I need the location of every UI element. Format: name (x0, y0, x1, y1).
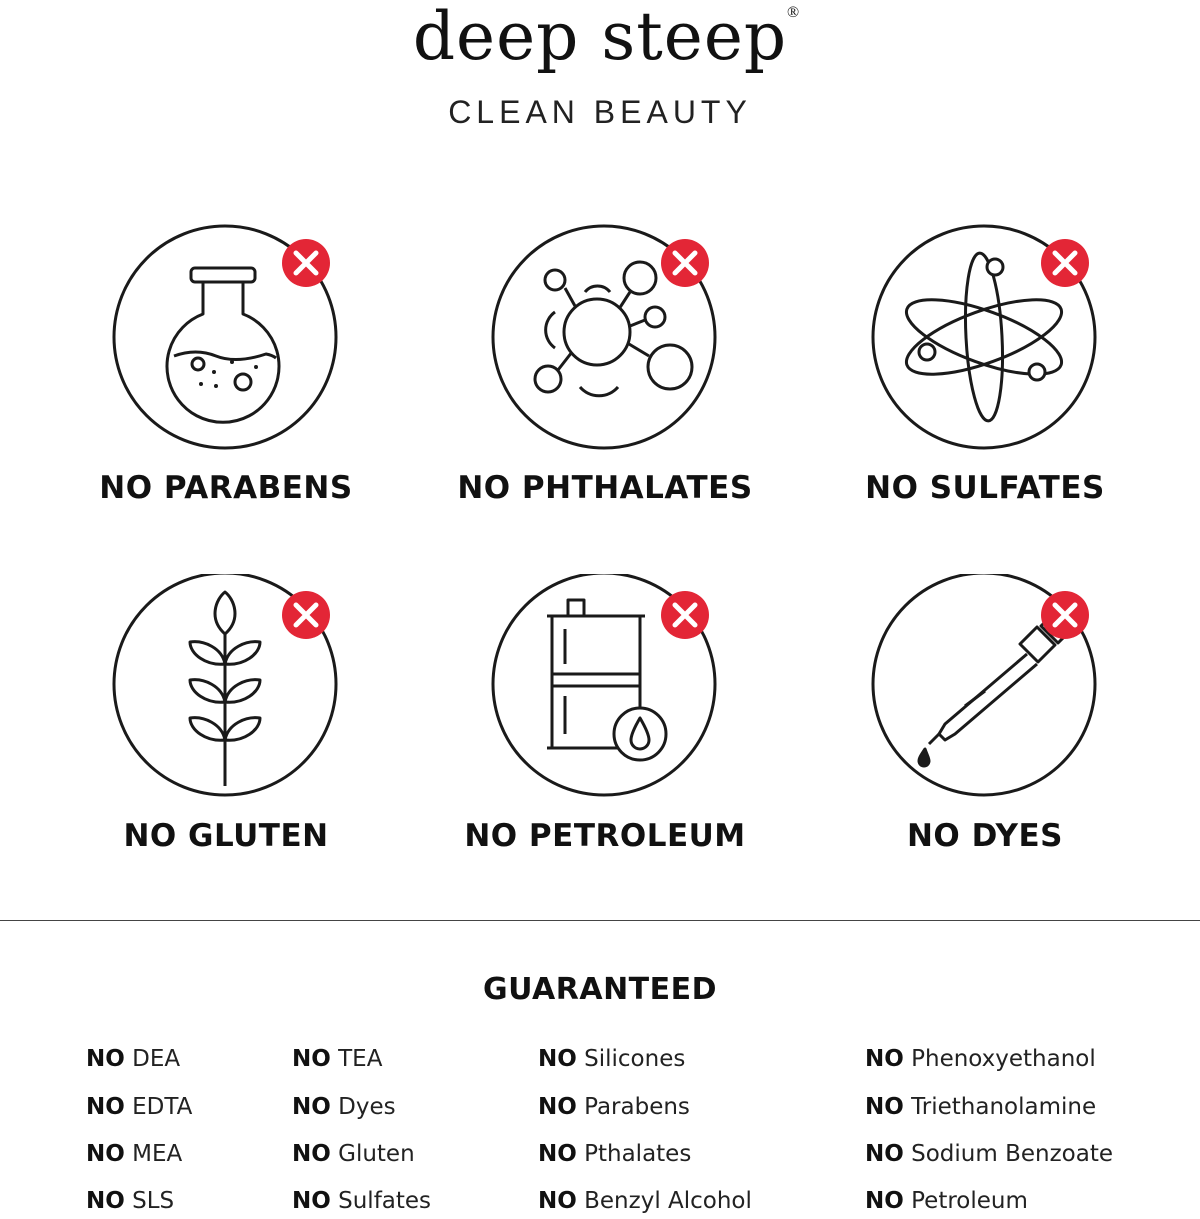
no-prefix: NO (538, 1046, 577, 1072)
molecule-icon (435, 222, 775, 462)
registered-mark: ® (787, 4, 800, 21)
badge-label: NO PETROLEUM (464, 818, 746, 854)
no-prefix: NO (865, 1046, 904, 1072)
oil-barrel-icon (435, 574, 775, 814)
guaranteed-item (86, 1094, 192, 1120)
guaranteed-item (292, 1046, 382, 1072)
section-divider (0, 920, 1200, 921)
no-prefix: NO (865, 1094, 904, 1120)
no-prefix: NO (86, 1094, 125, 1120)
x-badge-icon (1041, 239, 1089, 287)
guaranteed-item (292, 1188, 431, 1214)
guaranteed-title: GUARANTEED (482, 972, 718, 1007)
ingredient-name: Phenoxyethanol (903, 1046, 1096, 1072)
guaranteed-item (86, 1046, 180, 1072)
badge-label: NO SULFATES (865, 470, 1105, 506)
brand-tagline: CLEAN BEAUTY (448, 94, 752, 130)
ingredient-name: DEA (124, 1046, 181, 1072)
ingredient-name: Benzyl Alcohol (576, 1188, 752, 1214)
ingredient-name: Dyes (330, 1094, 396, 1120)
no-prefix: NO (292, 1094, 331, 1120)
no-prefix: NO (538, 1094, 577, 1120)
x-badge-icon (1041, 591, 1089, 639)
guaranteed-item (86, 1188, 174, 1214)
badge-no-phthalates (435, 222, 775, 522)
flask-icon (56, 222, 396, 462)
badge-label: NO PARABENS (99, 470, 353, 506)
ingredient-name: Petroleum (903, 1188, 1028, 1214)
wheat-icon (56, 574, 396, 814)
ingredient-name: Silicones (576, 1046, 686, 1072)
brand-logo-name: deep steep (412, 0, 788, 75)
guaranteed-item (538, 1141, 691, 1167)
no-prefix: NO (292, 1141, 331, 1167)
badge-label: NO GLUTEN (123, 818, 329, 854)
no-prefix: NO (538, 1141, 577, 1167)
x-badge-icon (282, 591, 330, 639)
ingredient-name: EDTA (124, 1094, 193, 1120)
no-prefix: NO (86, 1141, 125, 1167)
guaranteed-item (865, 1188, 1028, 1214)
guaranteed-item (292, 1141, 415, 1167)
ingredient-name: TEA (330, 1046, 383, 1072)
ingredient-name: Parabens (576, 1094, 690, 1120)
no-prefix: NO (292, 1046, 331, 1072)
guaranteed-item (865, 1046, 1096, 1072)
badge-no-parabens (56, 222, 396, 522)
dropper-icon (815, 574, 1155, 814)
no-prefix: NO (865, 1188, 904, 1214)
guaranteed-item (538, 1094, 690, 1120)
badge-no-dyes (815, 574, 1155, 874)
ingredient-name: SLS (124, 1188, 175, 1214)
guaranteed-item (538, 1188, 752, 1214)
brand-header (0, 0, 1200, 140)
guaranteed-item (538, 1046, 685, 1072)
no-prefix: NO (86, 1188, 125, 1214)
ingredient-name: Sulfates (330, 1188, 432, 1214)
ingredient-name: Gluten (330, 1141, 415, 1167)
x-badge-icon (661, 591, 709, 639)
ingredient-name: Sodium Benzoate (903, 1141, 1113, 1167)
badge-no-petroleum (435, 574, 775, 874)
x-badge-icon (282, 239, 330, 287)
badge-label: NO PHTHALATES (457, 470, 753, 506)
no-prefix: NO (86, 1046, 125, 1072)
atom-icon (815, 222, 1155, 462)
no-prefix: NO (538, 1188, 577, 1214)
guaranteed-item (86, 1141, 182, 1167)
no-prefix: NO (865, 1141, 904, 1167)
guaranteed-item (292, 1094, 396, 1120)
no-prefix: NO (292, 1188, 331, 1214)
guaranteed-item (865, 1094, 1096, 1120)
badge-no-gluten (56, 574, 396, 874)
guaranteed-item (865, 1141, 1113, 1167)
badge-label: NO DYES (906, 818, 1064, 854)
badge-no-sulfates (815, 222, 1155, 522)
ingredient-name: Pthalates (576, 1141, 692, 1167)
x-badge-icon (661, 239, 709, 287)
ingredient-name: MEA (124, 1141, 183, 1167)
ingredient-name: Triethanolamine (903, 1094, 1097, 1120)
